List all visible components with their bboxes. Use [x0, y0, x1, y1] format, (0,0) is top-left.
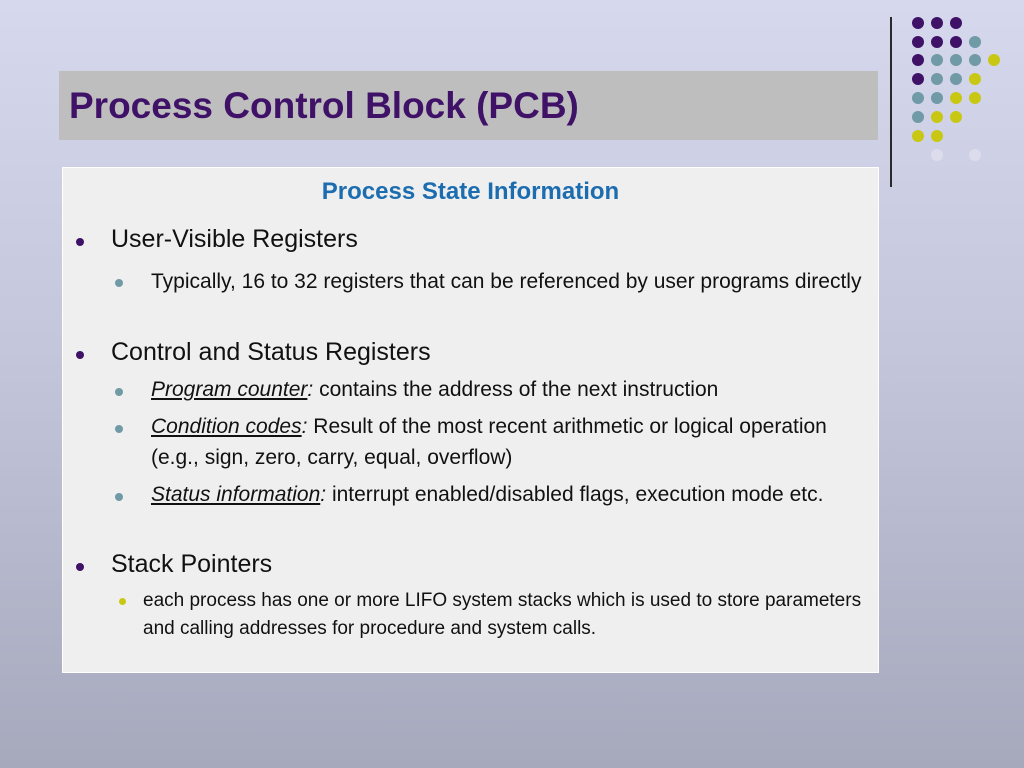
- dot: [912, 54, 924, 66]
- dot: [931, 92, 943, 104]
- dot: [931, 54, 943, 66]
- dot: [912, 73, 924, 85]
- dot-row-3: [912, 54, 1000, 66]
- list-item-stack-description: each process has one or more LIFO system stacks which is used to store parameters and calling addresses for procedure and system calls.: [143, 590, 862, 639]
- list-item-typical-registers: Typically, 16 to 32 registers that can be referenced by user programs directly: [151, 270, 862, 293]
- bullet-icon: [76, 563, 84, 571]
- dot: [912, 92, 924, 104]
- dot: [912, 130, 924, 142]
- bullet-icon: [115, 388, 123, 396]
- dot: [950, 36, 962, 48]
- dot: [912, 111, 924, 123]
- list-item-status-information: Status information: interrupt enabled/disabled flags, execution mode etc.: [151, 483, 824, 506]
- dot-row-7: [912, 130, 943, 142]
- section-heading-control-status-registers: Control and Status Registers: [111, 338, 431, 366]
- dot: [931, 149, 943, 161]
- dot: [912, 17, 924, 29]
- section-heading-stack-pointers: Stack Pointers: [111, 550, 273, 578]
- bullet-icon: [76, 351, 84, 359]
- bullet-icon: [76, 238, 84, 246]
- dot: [931, 36, 943, 48]
- dot: [950, 73, 962, 85]
- dot: [931, 17, 943, 29]
- dot: [912, 36, 924, 48]
- dot: [969, 54, 981, 66]
- content-box: [62, 167, 879, 673]
- dot: [950, 111, 962, 123]
- dot: [950, 17, 962, 29]
- dot: [931, 73, 943, 85]
- dot: [950, 92, 962, 104]
- bullet-icon: [115, 493, 123, 501]
- dot-row-5: [912, 92, 981, 104]
- term-status-information: Status information:: [151, 483, 327, 506]
- dot: [969, 73, 981, 85]
- dot: [969, 92, 981, 104]
- dot-row-2: [912, 36, 981, 48]
- slide-title: Process Control Block (PCB): [69, 85, 579, 126]
- list-item-program-counter: Program counter: contains the address of the next instruction: [151, 378, 719, 401]
- dot-row-1: [912, 17, 962, 29]
- dot: [950, 54, 962, 66]
- dot: [931, 130, 943, 142]
- dot: [969, 149, 981, 161]
- section-heading-user-visible-registers: User-Visible Registers: [111, 225, 358, 253]
- dot-row-4: [912, 73, 981, 85]
- term-condition-codes: Condition codes:: [151, 415, 308, 438]
- dot-row-6: [912, 111, 962, 123]
- slide-subtitle: Process State Information: [321, 178, 620, 205]
- list-item-condition-codes: Condition codes: Result of the most recent arithmetic or logical operation (e.g., sign, zero, carry, equal, overflow): [151, 415, 827, 469]
- dot: [969, 36, 981, 48]
- bullet-icon: [115, 425, 123, 433]
- bullet-icon: [119, 598, 126, 605]
- dot: [988, 54, 1000, 66]
- dot-row-8: [931, 149, 981, 161]
- dot: [931, 111, 943, 123]
- term-program-counter: Program counter:: [151, 378, 314, 401]
- bullet-icon: [115, 279, 123, 287]
